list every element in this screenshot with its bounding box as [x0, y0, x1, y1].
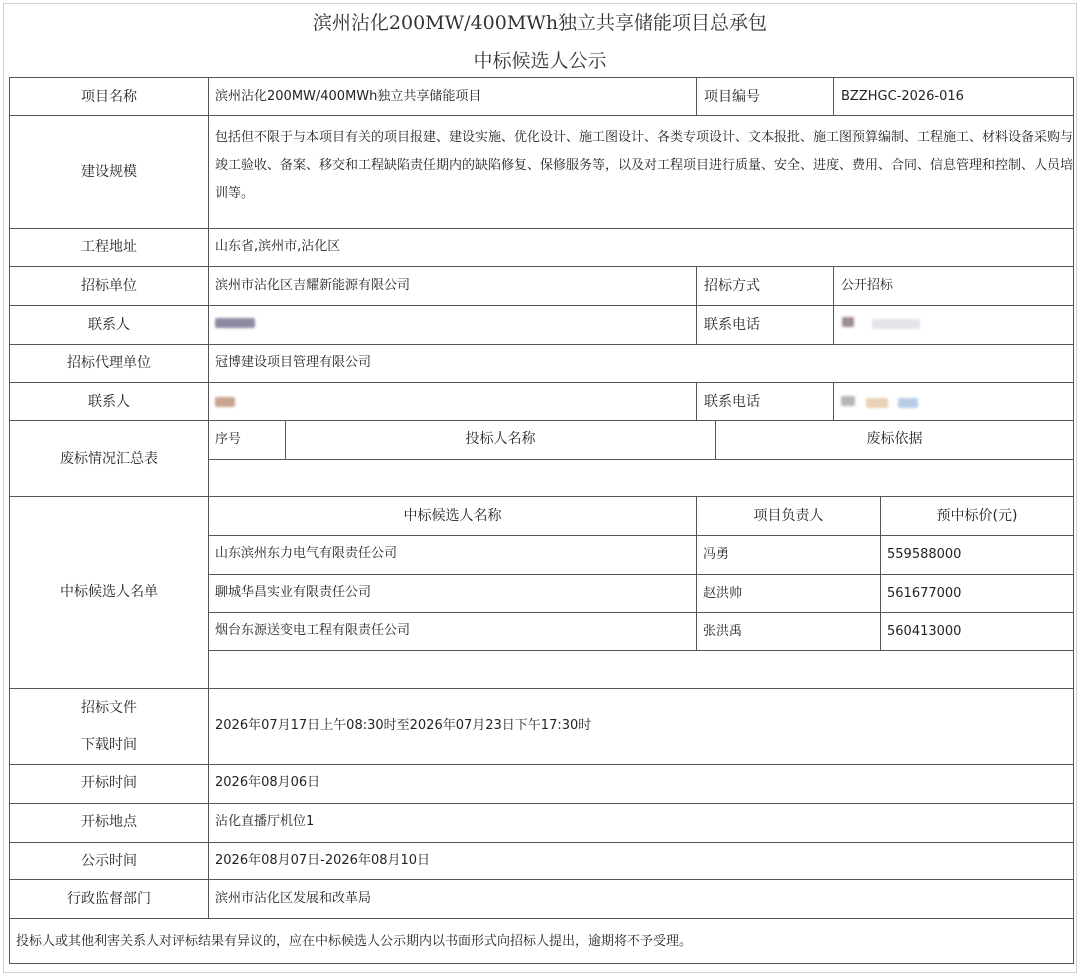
agency-value: 冠博建设项目管理有限公司 — [215, 355, 372, 370]
candidate-3-price: 560413000 — [887, 624, 962, 639]
project-no-label: 项目编号 — [704, 89, 760, 105]
open-place-label: 开标地点 — [81, 814, 137, 830]
tenderer-label: 招标单位 — [81, 278, 137, 294]
project-name-label: 项目名称 — [81, 89, 137, 105]
redacted-agency-phone-tail — [898, 398, 918, 408]
reject-summary-label: 废标情况汇总表 — [60, 451, 158, 467]
reject-col-seq: 序号 — [215, 432, 242, 447]
supervisor-label: 行政监督部门 — [67, 891, 151, 907]
reject-col-bidder: 投标人名称 — [465, 431, 536, 447]
open-time-value: 2026年08月06日 — [215, 775, 321, 790]
redacted-agency-phone — [841, 396, 855, 406]
reject-col-basis: 废标依据 — [866, 431, 923, 447]
candidate-col-manager: 项目负责人 — [753, 508, 824, 524]
notice-title: 滨州沾化200MW/400MWh独立共享储能项目总承包 — [312, 12, 768, 34]
redacted-agency-contact — [215, 397, 235, 407]
redacted-phone-tail — [872, 319, 920, 329]
project-name-value: 滨州沾化200MW/400MWh独立共享储能项目 — [215, 89, 482, 104]
phone-label: 联系电话 — [704, 317, 760, 333]
publicity-value: 2026年08月07日-2026年08月10日 — [215, 853, 431, 868]
candidate-1-manager: 冯勇 — [703, 547, 730, 562]
candidate-col-price: 预中标价(元) — [936, 508, 1018, 524]
redacted-contact — [215, 318, 255, 328]
candidate-2-manager: 赵洪帅 — [703, 586, 743, 601]
site-value: 山东省,滨州市,沾化区 — [215, 239, 341, 254]
scale-value: 包括但不限于与本项目有关的项目报建、建设实施、优化设计、施工图设计、各类专项设计、文本报批、施工图预算编制、工程施工、材料设备采购与竣工验收、备案、移交和工程缺陷责任期内的缺陷修复、保修服务等，以及对工程项目进行质量、安全、进度、费用、合同、信息管理和控制、人员培训等。 — [215, 130, 1074, 201]
contact-label: 联系人 — [88, 317, 130, 333]
candidate-3-name: 烟台东源送变电工程有限责任公司 — [215, 623, 411, 638]
agency-label: 招标代理单位 — [67, 355, 151, 371]
objection-note: 投标人或其他利害关系人对评标结果有异议的，应在中标候选人公示期内以书面形式向招标人提出，逾期将不予受理。 — [16, 934, 693, 949]
candidate-col-name: 中标候选人名称 — [403, 508, 502, 524]
project-no-value: BZZHGC-2026-016 — [841, 89, 964, 104]
candidate-2-name: 聊城华昌实业有限责任公司 — [215, 585, 372, 600]
candidates-label: 中标候选人名单 — [60, 584, 158, 600]
redacted-phone — [842, 317, 854, 327]
candidate-1-name: 山东滨州东力电气有限责任公司 — [215, 546, 398, 561]
method-label: 招标方式 — [704, 278, 760, 294]
site-label: 工程地址 — [81, 239, 137, 255]
download-label-2: 下载时间 — [81, 737, 137, 753]
agency-contact-label: 联系人 — [88, 394, 130, 410]
open-time-label: 开标时间 — [81, 775, 137, 791]
agency-phone-label: 联系电话 — [704, 394, 760, 410]
open-place-value: 沾化直播厅机位1 — [215, 814, 315, 829]
scale-label: 建设规模 — [81, 164, 137, 180]
candidate-3-manager: 张洪禹 — [703, 624, 743, 639]
tenderer-value: 滨州市沾化区吉耀新能源有限公司 — [215, 278, 411, 293]
download-time-value: 2026年07月17日上午08:30时至2026年07月23日下午17:30时 — [215, 718, 592, 733]
supervisor-value: 滨州市沾化区发展和改革局 — [215, 891, 372, 906]
candidate-2-price: 561677000 — [887, 586, 962, 601]
redacted-agency-phone-mid — [866, 398, 888, 408]
download-label-1: 招标文件 — [81, 700, 137, 716]
notice-subtitle: 中标候选人公示 — [473, 50, 607, 72]
method-value: 公开招标 — [841, 278, 894, 293]
candidate-1-price: 559588000 — [887, 547, 962, 562]
publicity-label: 公示时间 — [81, 853, 137, 869]
